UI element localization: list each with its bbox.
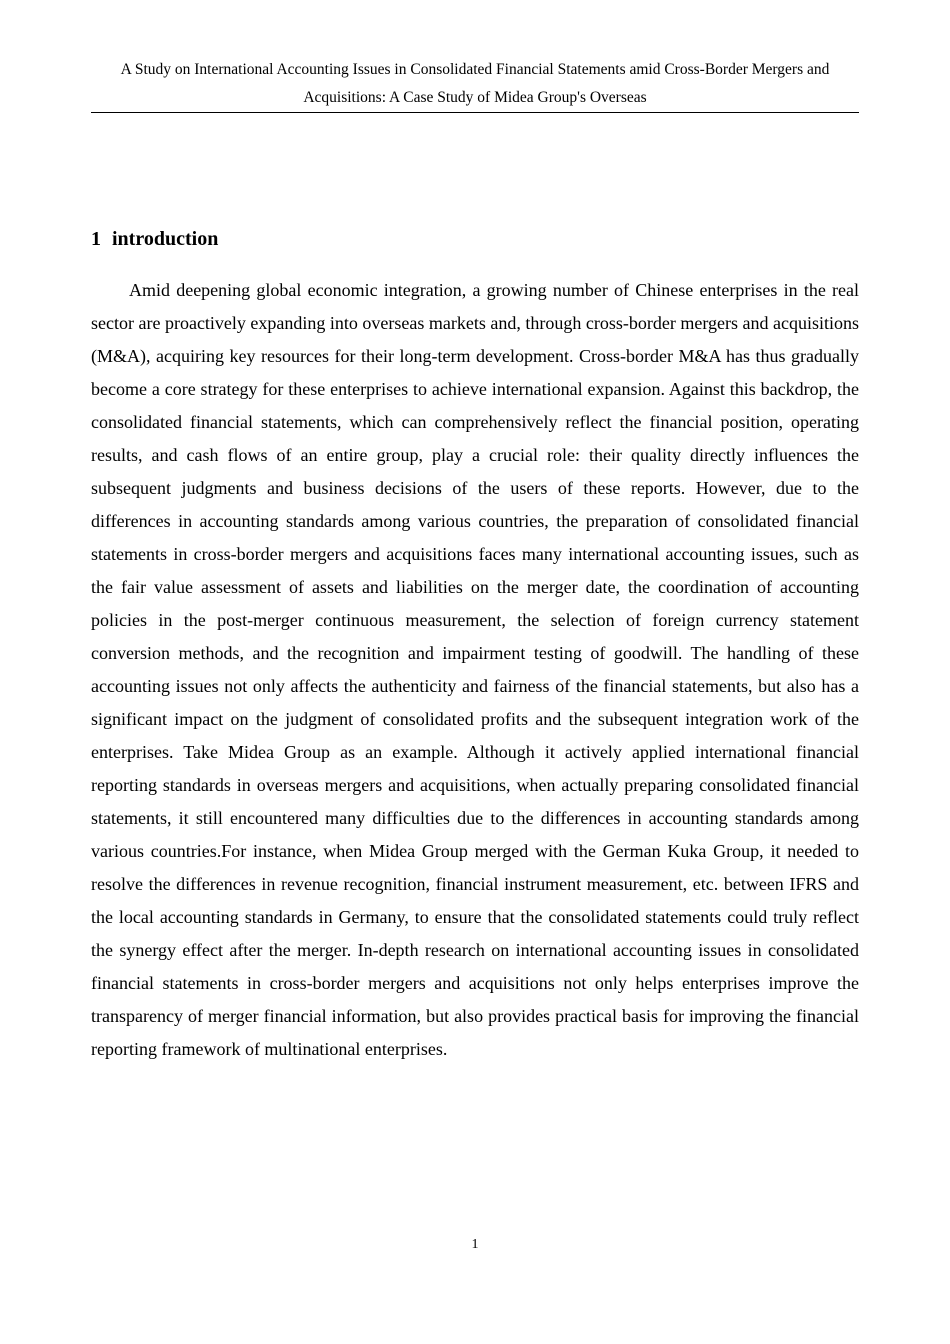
running-header-title: A Study on International Accounting Issues in Consolidated Financial Statements amid Cross-Border Mergers and Acquisitions: A Case Study of Midea Group's Overseas bbox=[120, 61, 830, 106]
page-number: 1 bbox=[471, 1237, 479, 1252]
section-heading bbox=[91, 225, 218, 253]
section-number: 1 bbox=[91, 228, 101, 250]
body-paragraph: Amid deepening global economic integration, a growing number of Chinese enterprises in the real sector are proactively expanding into overseas markets and, through cross-border mergers and acquisitions (M&A), acquiring key resources for their long-term development. Cross-border M&A has thus gradually become a core strategy for these enterprises to achieve international expansion. Against this backdrop, the consolidated financial statements, which can comprehensively reflect the financial position, operating results, and cash flows of an entire group, play a crucial role: their quality directly influences the subsequent judgments and business decisions of the users of these reports. However, due to the differences in accounting standards among various countries, the preparation of consolidated financial statements in cross-border mergers and acquisitions faces many international accounting issues, such as the fair value assessment of assets and liabilities on the merger date, the coordination of accounting policies in the post-merger continuous measurement, the selection of foreign currency statement conversion methods, and the recognition and impairment testing of goodwill. The handling of these accounting issues not only affects the authenticity and fairness of the financial statements, but also has a significant impact on the judgment of consolidated profits and the subsequent integration work of the enterprises. Take Midea Group as an example. Although it actively applied international financial reporting standards in overseas mergers and acquisitions, when actually preparing consolidated financial statements, it still encountered many difficulties due to the differences in accounting standards among various countries.For instance, when Midea Group merged with the German Kuka Group, it needed to resolve the differences in revenue recognition, financial instrument measurement, etc. between IFRS and the local accounting standards in Germany, to ensure that the consolidated statements could truly reflect the synergy effect after the merger. In-depth research on international accounting issues in consolidated financial statements in cross-border mergers and acquisitions not only helps enterprises improve the transparency of merger financial information, but also provides practical basis for improving the financial reporting framework of multinational enterprises. bbox=[91, 280, 859, 1059]
running-header bbox=[91, 56, 859, 113]
section-title: introduction bbox=[112, 228, 219, 250]
